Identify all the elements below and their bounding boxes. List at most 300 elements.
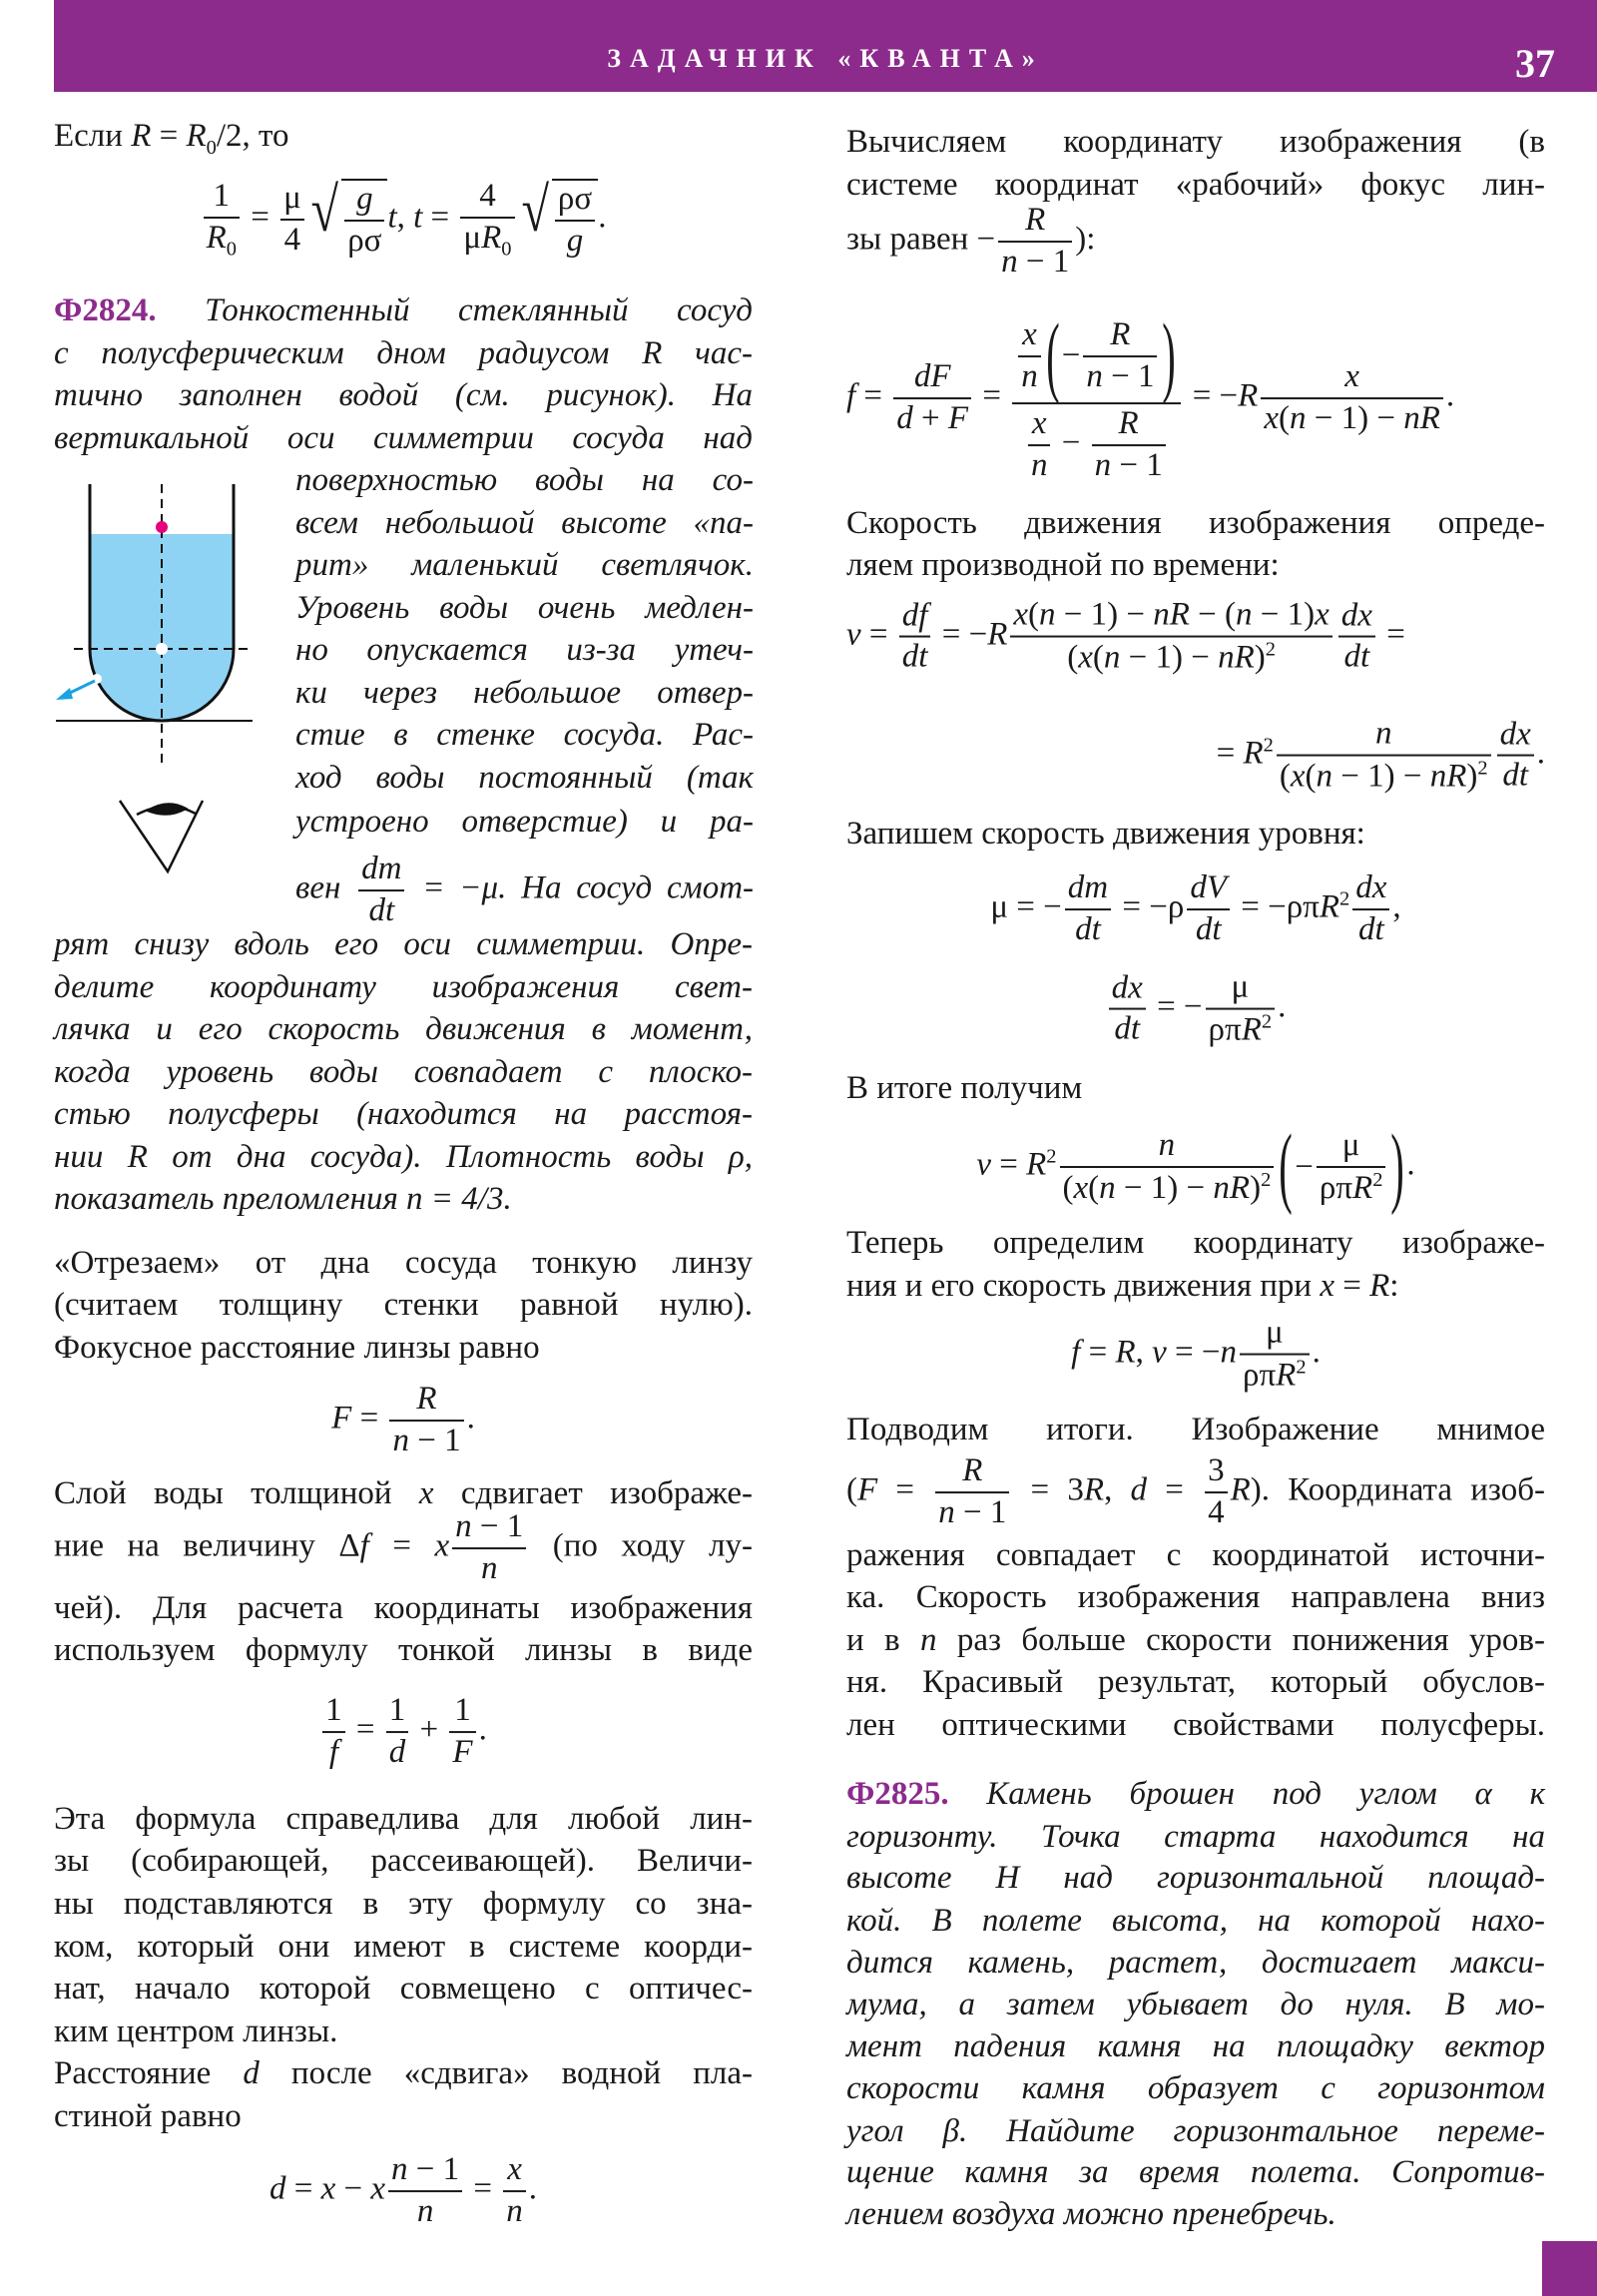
text-run: ния и его скорость движения при [846,1268,1321,1304]
text-run: Эта формула справедлива для любой лин- [54,1801,753,1837]
text-run: (по ходу лу- [529,1527,753,1564]
math-symbol: n [1103,639,1121,676]
problem-line [54,289,753,331]
math-symbol: d [268,2170,286,2207]
math-symbol: R [1230,1471,1251,1508]
problem-line [846,1857,1545,1899]
text-run: − 1 [471,1508,524,1545]
fraction [452,1508,526,1588]
math-symbol: n [1021,358,1038,395]
formula [846,1117,1545,1216]
text-run: − 1) [1252,596,1316,633]
parenthesized [1044,306,1179,406]
text-run: Фокусное расстояние линзы равно [54,1330,540,1366]
denominator [1187,910,1230,949]
text-run: рит» маленький светлячок. [295,547,754,583]
numerator [386,1692,409,1733]
text-run: − 1) − [1120,639,1219,676]
text-run: зы равен − [846,221,996,258]
text-run: но опускается из-за утеч- [295,632,754,668]
fraction [1240,1315,1310,1396]
text-run: ρπ [1319,1169,1353,1206]
math-symbol: nR [1153,596,1190,633]
square-root [518,175,599,261]
fraction [1277,716,1491,797]
math-symbol: dt [1114,1011,1141,1047]
text-run: ка. Скорость изображения направлена вниз [846,1579,1545,1615]
text-run: = − [933,616,988,653]
math-symbol: n [1374,715,1392,752]
math-symbol: R [481,219,502,256]
text-line [54,1629,753,1671]
text-run: Уровень воды очень медлен- [295,590,754,626]
denominator [386,1733,409,1772]
text-run: − 1) − [1331,758,1430,795]
math-symbol: n [1099,1169,1116,1206]
math-symbol: dm [1067,869,1109,906]
text-line [846,121,1545,163]
denominator [893,399,971,438]
math-symbol: d [896,400,913,436]
math-symbol: nR [1213,1169,1251,1206]
math-symbol: n [416,2193,434,2229]
problem-line [295,544,754,586]
math-symbol: x [1078,639,1093,676]
parenthesized [1277,1117,1406,1216]
text-line [846,1222,1545,1264]
math-symbol: R [206,219,227,256]
text-line [54,1798,753,1840]
math-symbol: v [1152,1334,1167,1371]
text-run: = [151,118,187,155]
fraction [935,1452,1009,1532]
math-symbol: v [846,616,861,653]
text-run: 4 [283,221,301,258]
denominator [1261,399,1443,438]
text-run: = [465,2170,501,2207]
math-symbol: dt [1075,911,1101,947]
problem-line [54,966,753,1008]
text-run: ρσ [347,222,382,259]
text-run: − 1 [1111,447,1163,483]
text-run: поверхностью воды на со- [295,462,754,498]
fraction [204,178,240,262]
text-run: тично заполнен водой (см. рисунок). На [54,377,753,413]
problem-line [846,2151,1545,2193]
text-line [846,1619,1545,1661]
numerator [204,178,240,219]
problem-line [295,459,754,501]
math-symbol: R [1352,1169,1373,1206]
text-run: = [855,377,891,414]
fraction [358,851,404,930]
math-symbol: n [455,1508,472,1545]
text-run: μ = − [990,888,1062,925]
numerator [452,1508,526,1549]
text-run: , [1392,888,1401,925]
problem-line [295,801,754,843]
formula [846,306,1545,485]
problem-line [54,923,753,965]
text-run: Если [54,118,132,155]
text-line [54,2052,753,2094]
math-symbol: d [243,2055,260,2091]
text-run: стью полусферы (находится на расстоя- [54,1096,753,1132]
formula [846,1315,1545,1396]
fraction [344,181,384,261]
text-run: ) [1466,758,1478,795]
radicand [341,179,387,261]
text-run: вен [295,869,356,906]
problem-line [295,629,754,671]
math-symbol: x [320,2170,336,2207]
text-run: = [422,199,458,236]
formula [846,716,1545,797]
math-symbol: dx [1499,716,1531,753]
radical-sign: √ [520,175,549,246]
text-run: 3 [1208,1452,1225,1489]
page-number: 37 [1515,41,1555,86]
text-run: . [1312,1334,1321,1371]
superscript: 2 [1296,1356,1307,1379]
math-symbol: f [1071,1334,1081,1371]
text-run: = [991,1146,1027,1183]
text-run: ( [846,1471,857,1508]
formula [54,1692,753,1772]
fraction [449,1692,475,1772]
math-symbol: x [418,1475,434,1511]
text-run: сдвигает изображе- [433,1475,754,1511]
text-run: «Отрезаем» от дна сосуда тонкую линзу [54,1245,753,1281]
math-symbol: n [1236,596,1253,633]
numerator [1060,1127,1275,1168]
text-line [54,1883,753,1925]
numerator [1109,969,1146,1010]
text-run: Слой воды толщиной [54,1475,419,1511]
text-line [54,1242,753,1284]
section-title: ЗАДАЧНИК «КВАНТА» [607,44,1044,73]
text-run: ( [1279,758,1291,795]
vessel-figure [0,449,299,898]
text-run: = [974,377,1010,414]
math-symbol: f [846,377,856,414]
text-run: Скорость движения изображения опреде- [846,505,1545,541]
text-run: . [528,2170,538,2207]
math-symbol: v [976,1146,991,1183]
text-run: 4 [1208,1494,1225,1530]
numerator [1497,716,1534,757]
denominator [388,2192,462,2231]
text-run: стие в стенке сосуда. Рас- [295,717,754,753]
denominator [1338,638,1375,677]
math-symbol: nR [1429,758,1467,795]
text-run: − [335,2170,371,2207]
math-symbol: x [1031,405,1047,442]
text-run: 1 [388,1692,406,1729]
numerator [460,178,514,219]
denominator [998,243,1072,282]
text-run: делите координату изображения свет- [54,969,753,1005]
math-symbol: n [1220,1334,1238,1371]
left-paren: ( [1279,1117,1294,1216]
math-symbol: x [1013,596,1029,633]
text-run: ρπ [1208,1011,1242,1048]
text-run: ( [1028,596,1040,633]
math-symbol: dt [1195,911,1222,947]
denominator [1205,1493,1228,1532]
text-run: − 1 [954,1494,1007,1530]
text-run: мент падения камня на площадку вектор [846,2028,1545,2064]
text-run: . [478,1711,487,1748]
math-symbol: x [370,2170,386,2207]
math-symbol: F [331,1400,352,1436]
text-line [54,1968,753,2009]
math-symbol: f [328,1734,338,1770]
math-symbol: n [506,2193,523,2229]
math-symbol: dx [1355,869,1387,906]
math-symbol: R [1319,888,1340,925]
problem-number: Ф2824. [54,292,157,328]
problem-line [295,672,754,714]
numerator [1012,306,1181,406]
text-run: ρπ [1243,1357,1277,1394]
fraction [899,597,931,677]
text-run: = [242,199,278,236]
text-run: скорости камня образует с горизонтом [846,2070,1545,2106]
problem-line [295,851,754,930]
fraction [1018,316,1041,396]
text-run: используем формулу тонкой линзы в виде [54,1632,753,1668]
numerator [389,1381,463,1422]
denominator [503,2192,526,2231]
text-run: Вычисляем координату изображения (в [846,124,1545,160]
denominator [1277,757,1491,797]
fraction [1206,969,1276,1050]
math-symbol: n [1039,596,1056,633]
text-run: = [285,2170,321,2207]
superscript: 2 [1265,638,1276,661]
denominator [1092,446,1166,485]
problem-line [295,502,754,544]
text-run: dm [361,851,402,887]
fraction [1205,1452,1228,1532]
numerator [1187,869,1230,910]
problem-line [846,1816,1545,1858]
text-run: ны подставляются в эту формулу со зна- [54,1886,753,1922]
text-run: 1 [213,177,230,214]
text-run: высоте H над горизонтальной площад- [846,1860,1545,1896]
text-run: лен оптическими свойствами полусферы. [846,1707,1545,1743]
text-line [54,1508,753,1588]
problem-line [846,2067,1545,2109]
math-symbol: n [1094,447,1112,483]
problem-line [846,1942,1545,1984]
text-run: μ [1341,1126,1360,1163]
superscript: 2 [1263,734,1274,757]
text-line [54,1284,753,1326]
numerator [1083,316,1157,357]
math-symbol: n [1158,1126,1176,1163]
denominator [1065,910,1111,949]
denominator [204,219,240,262]
fraction [1497,716,1534,796]
numerator [1092,405,1166,446]
denominator [1109,1010,1146,1049]
superscript: 2 [1477,757,1488,780]
left-paren: ( [1045,306,1060,406]
math-symbol: dx [1340,597,1372,634]
text-run: лением воздуха можно пренебречь. [846,2196,1336,2232]
text-run: устроено отверстие) и ра- [295,804,754,840]
numerator [935,1452,1009,1493]
text-run: . [466,1400,475,1436]
text-run: − 1 [1017,244,1070,280]
math-symbol: R [131,118,152,155]
text-line [846,1452,1545,1532]
text-run: системе координат «рабочий» фокус лин- [846,167,1545,203]
math-symbol: f [359,1527,369,1564]
text-run: + [912,400,948,436]
fraction [460,178,514,262]
problem-line [846,2193,1545,2235]
math-symbol: d [388,1734,406,1770]
problem-line [295,757,754,799]
formula [54,175,753,262]
text-run: μ [1265,1314,1284,1351]
math-symbol: F [947,400,969,436]
right-paren: ) [1390,1117,1405,1216]
text-run: когда уровень воды совпадает с плоско- [54,1054,753,1090]
text-run: μ [1231,968,1250,1005]
fraction [1109,969,1146,1049]
numerator [322,1692,345,1733]
text-run: ход воды постоянный (так [295,760,754,796]
text-run: = [1147,1471,1203,1508]
numerator [388,2151,462,2192]
text-run: . [1278,988,1287,1025]
text-run: = [860,616,896,653]
fraction [1338,597,1375,677]
math-symbol: dt [1357,911,1384,947]
fraction [998,202,1072,282]
text-line [846,813,1545,855]
text-run: , [1135,1334,1153,1371]
text-run: ражения совпадает с координатой источни- [846,1537,1545,1573]
text-run: = [1216,735,1244,772]
text-line [846,1067,1545,1109]
fraction [1187,869,1230,949]
text-run: Теперь определим координату изображе- [846,1225,1545,1261]
math-symbol: t [387,199,397,236]
math-symbol: n [1290,400,1307,436]
fraction [389,1381,463,1460]
text-run: раз больше скорости понижения уров- [936,1622,1545,1658]
denominator [389,1422,463,1460]
math-symbol: n [1030,447,1048,483]
text-run: ( [1305,758,1317,795]
fraction [893,358,971,438]
text-run: = − [1184,377,1239,414]
formula [846,869,1545,949]
denominator [899,638,931,677]
numerator [344,181,384,222]
text-line [54,1840,753,1882]
math-symbol: dt [1343,639,1370,675]
text-run: нат, начало которой совмещено с оптичес- [54,1971,753,2007]
math-symbol: R [1241,1011,1262,1048]
text-line [54,2010,753,2052]
numerator [1261,358,1443,399]
problem-line [54,332,753,374]
text-run: − 1 [407,2151,460,2188]
denominator [1317,1168,1386,1208]
math-symbol: n [1316,758,1332,795]
subscript: 0 [206,136,217,159]
text-run: ляем производной по времени: [846,547,1280,583]
text-run: ки через небольшое отвер- [295,675,754,711]
numerator [899,597,931,638]
text-run: − 1) − [1055,596,1154,633]
text-run: − 1) − [1306,400,1404,436]
text-run: после «сдвига» водной пла- [259,2055,753,2091]
math-symbol: F [857,1471,878,1508]
text-run: чей). Для расчета координаты изображения [54,1590,753,1626]
text-line [846,1409,1545,1450]
math-symbol: R [987,616,1008,653]
denominator [1018,357,1041,396]
math-symbol: R [1026,1146,1047,1183]
math-symbol: x [1073,1169,1089,1206]
math-symbol: R [1115,1334,1136,1371]
text-run: вертикальной оси симметрии сосуда над [54,420,753,456]
text-line [54,2095,753,2137]
text-run: ( [1067,639,1079,676]
fraction [1352,869,1389,949]
math-symbol: n [480,1550,498,1586]
fraction [1092,405,1166,485]
math-symbol: dV [1190,869,1227,906]
text-run: . [1536,735,1545,772]
text-run: μ [463,219,482,256]
text-run: ). Координата изоб- [1250,1471,1546,1508]
text-run: с полусферическим дном радиусом R час- [54,335,753,371]
text-run: − ( [1189,596,1237,633]
text-run: = [1080,1334,1116,1371]
text-run: Запишем скорость движения уровня: [846,816,1365,852]
superscript: 2 [1372,1168,1383,1191]
denominator [449,1733,475,1772]
numerator [893,358,971,399]
superscript: 2 [1261,1168,1272,1191]
math-symbol: n [1001,244,1018,280]
right-paren: ) [1162,306,1177,406]
math-symbol: R [1118,405,1139,442]
fraction [1028,405,1051,485]
text-run: 1 [325,1692,342,1729]
header-bar [54,0,1597,92]
subscript: 0 [501,238,512,261]
text-run: В итоге получим [846,1070,1083,1106]
text-run: Камень брошен под углом α к [948,1776,1545,1812]
math-symbol: n [919,1622,937,1658]
numerator [1277,716,1491,757]
math-symbol: n [938,1494,955,1530]
text-run: = − [1148,988,1203,1025]
text-run: − 1 [1102,358,1155,395]
leak-arrow-icon [56,681,95,700]
fraction [388,2151,462,2231]
numerator [1338,597,1375,638]
